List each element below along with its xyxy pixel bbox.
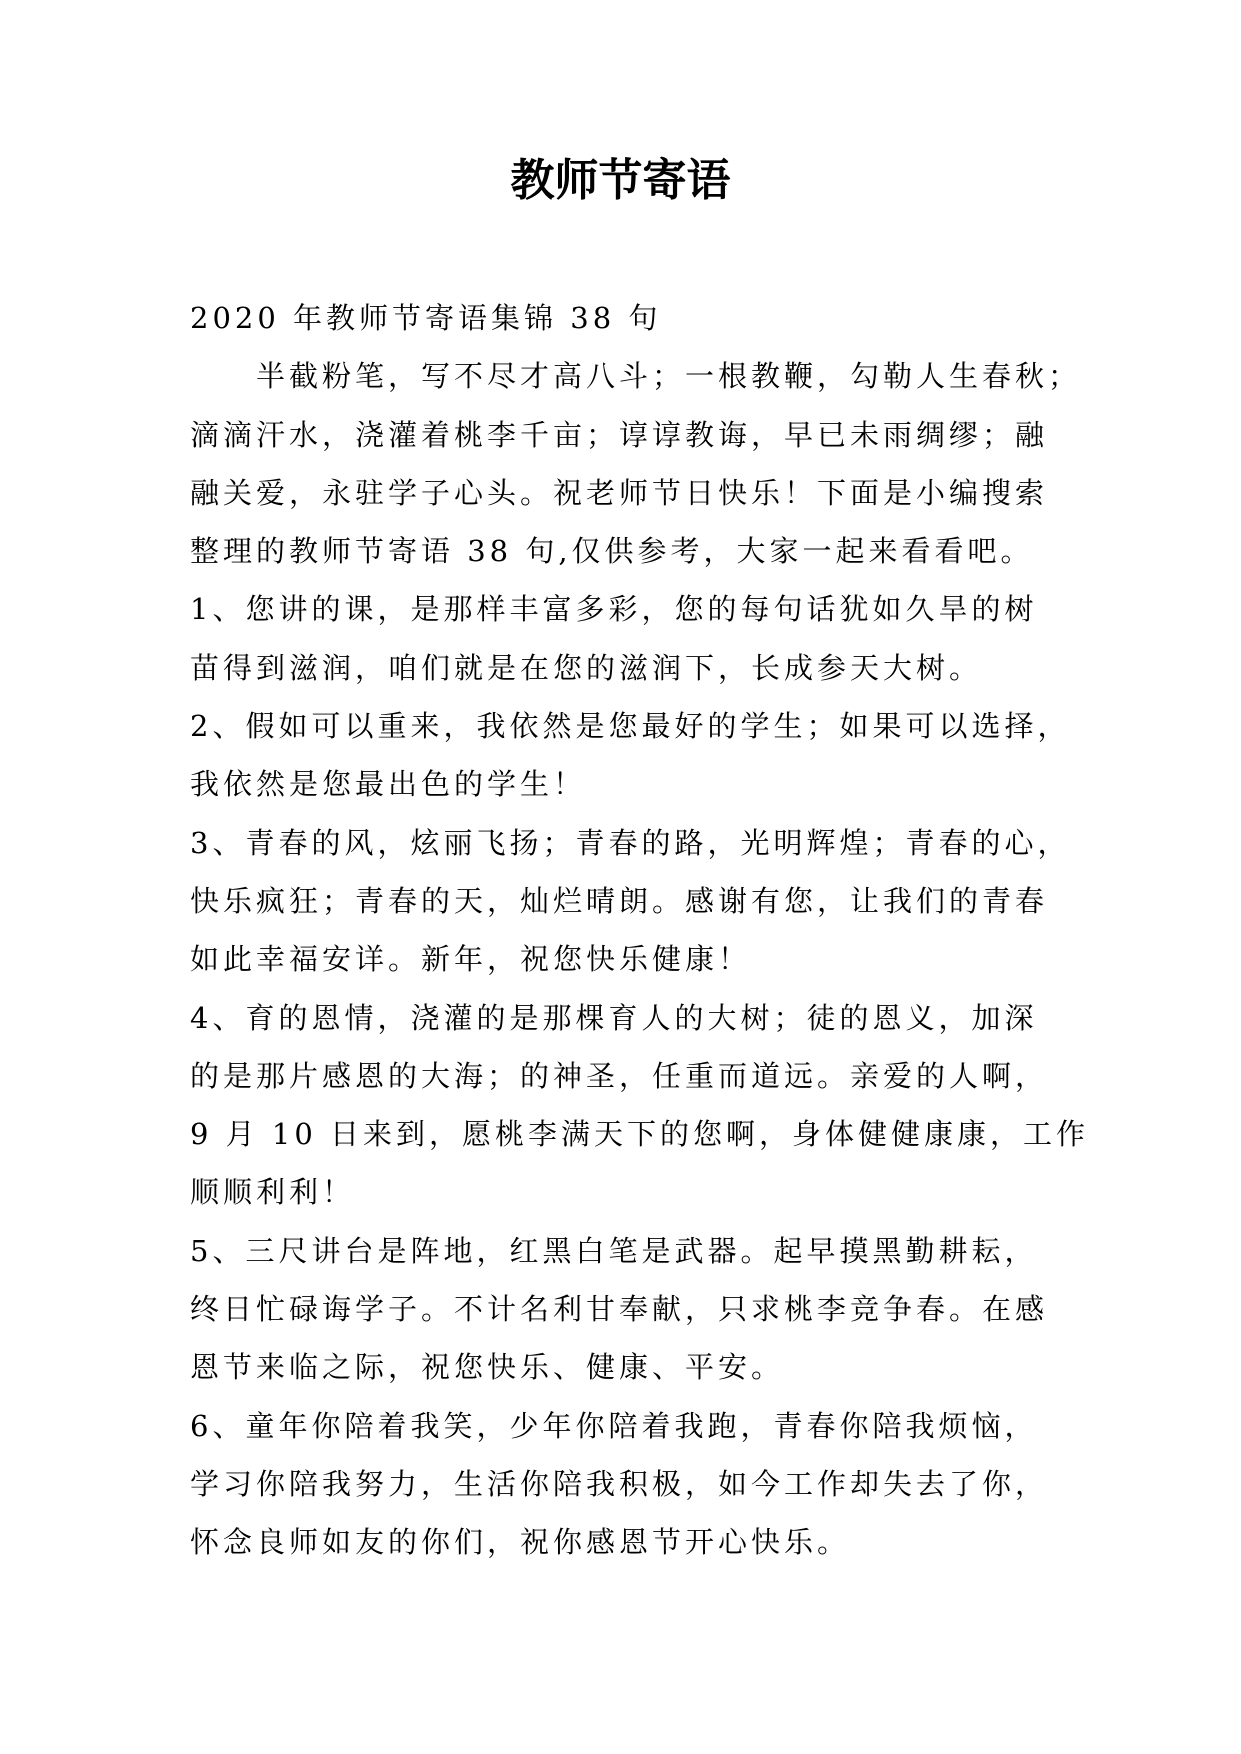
text-line: 融关爱，永驻学子心头。祝老师节日快乐！下面是小编搜索	[190, 475, 1049, 510]
text-line: 快乐疯狂；青春的天，灿烂晴朗。感谢有您，让我们的青春	[190, 883, 1049, 918]
text-line: 恩节来临之际，祝您快乐、健康、平安。	[190, 1350, 785, 1385]
text-line: 2、假如可以重来，我依然是您最好的学生；如果可以选择，	[190, 709, 1071, 744]
document-title: 教师节寄语	[510, 155, 731, 206]
document-subtitle: 2020 年教师节寄语集锦 38 句	[190, 301, 662, 335]
text-line: 5、三尺讲台是阵地，红黑白笔是武器。起早摸黑勤耕耘，	[190, 1233, 1038, 1268]
text-line: 如此幸福安详。新年，祝您快乐健康！	[190, 942, 752, 977]
text-line: 6、童年你陪着我笑，少年你陪着我跑，青春你陪我烦恼，	[190, 1408, 1038, 1443]
text-line: 怀念良师如友的你们，祝你感恩节开心快乐。	[190, 1525, 851, 1560]
list-item	[190, 580, 1190, 697]
text-line: 苗得到滋润，咱们就是在您的滋润下，长成参天大树。	[190, 650, 983, 685]
list-item	[190, 1222, 1190, 1397]
text-line: 1、您讲的课，是那样丰富多彩，您的每句话犹如久旱的树	[190, 592, 1038, 627]
text-line: 终日忙碌诲学子。不计名利甘奉献，只求桃李竞争春。在感	[190, 1292, 1049, 1327]
text-line: 滴滴汗水，浇灌着桃李千亩；谆谆教诲，早已未雨绸缪；融	[190, 417, 1049, 452]
text-line: 3、青春的风，炫丽飞扬；青春的路，光明辉煌；青春的心，	[190, 825, 1071, 860]
text-line: 学习你陪我努力，生活你陪我积极，如今工作却失去了你，	[190, 1466, 1049, 1501]
list-item	[190, 1397, 1190, 1572]
text-line: 的是那片感恩的大海；的神圣，任重而道远。亲爱的人啊，	[190, 1058, 1049, 1093]
text-line: 4、育的恩情，浇灌的是那棵育人的大树；徒的恩义，加深	[190, 1000, 1038, 1035]
list-item	[190, 989, 1190, 1222]
document-body	[190, 289, 1190, 1572]
text-line: 顺顺利利！	[190, 1175, 356, 1210]
text-line: 我依然是您最出色的学生！	[190, 767, 587, 802]
list-item	[190, 697, 1190, 814]
text-line: 整理的教师节寄语 38 句,仅供参考，大家一起来看看吧。	[190, 534, 1034, 569]
text-line: 半截粉笔，写不尽才高八斗；一根教鞭，勾勒人生春秋；	[256, 359, 1082, 394]
text-line: 9 月 10 日来到，愿桃李满天下的您啊，身体健健康康，工作	[190, 1117, 1090, 1152]
list-item	[190, 814, 1190, 989]
intro-paragraph	[190, 347, 1190, 580]
